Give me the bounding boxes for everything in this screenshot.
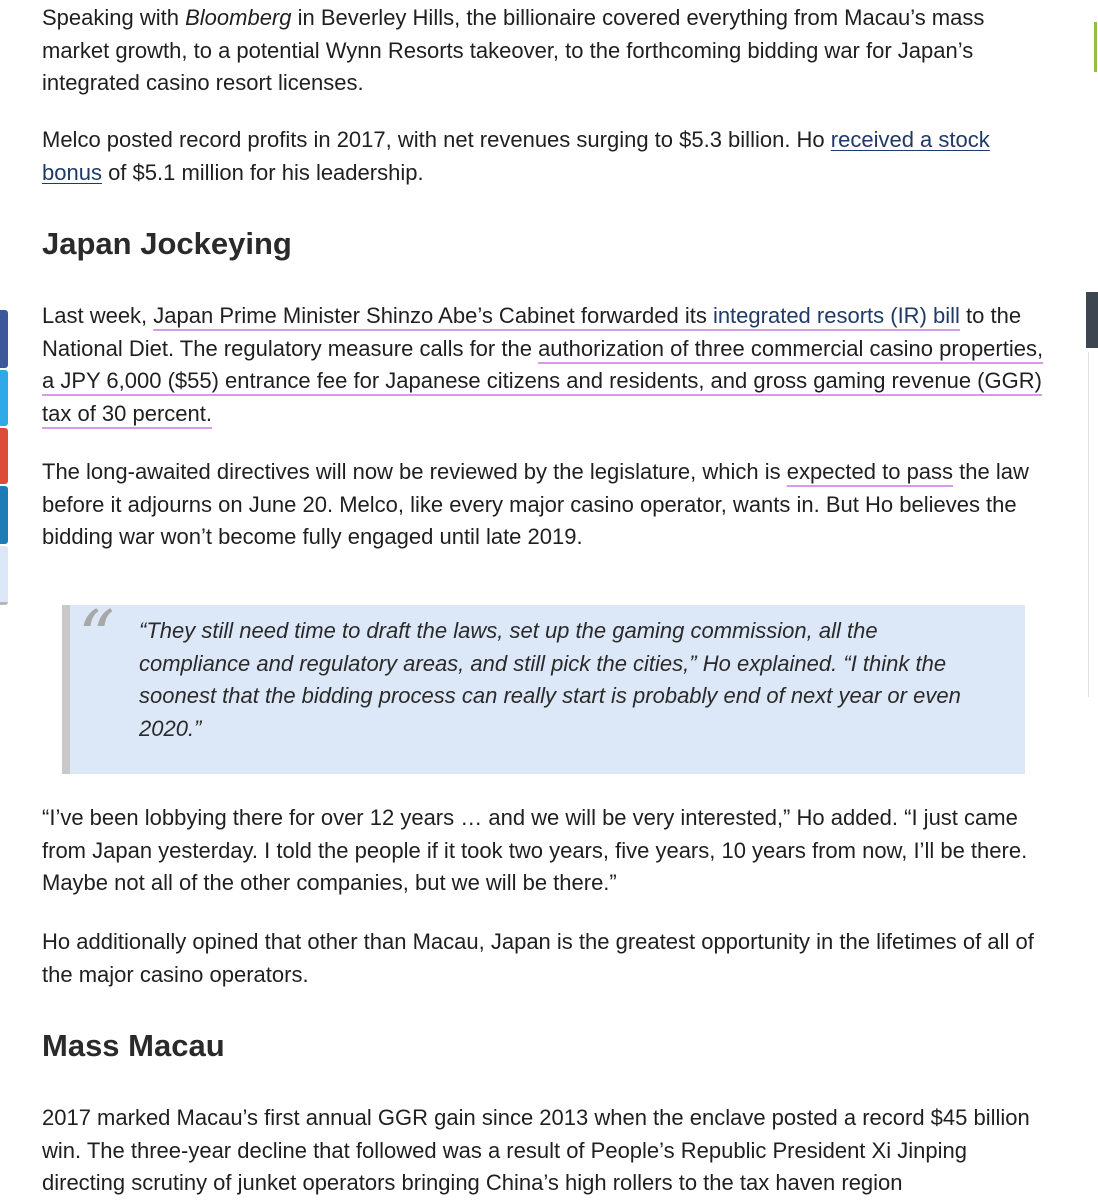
p2-text-a: Melco posted record profits in 2017, with net revenues surging to $5.3 billion. Ho [42, 127, 831, 152]
p1-text-a: Speaking with [42, 5, 186, 30]
heading-mass-macau: Mass Macau [42, 1028, 225, 1063]
stock-bonus-link[interactable]: received a stock bonus [42, 127, 990, 185]
highlight-expected-to-pass: expected to pass [786, 459, 954, 484]
ir-bill-link[interactable]: integrated resorts (IR) bill [712, 303, 960, 328]
p3-highlight-1: Japan Prime Minister Shinzo Abe’s Cabinet forwarded its [153, 303, 713, 328]
share-facebook-button[interactable] [0, 310, 8, 368]
blockquote-ho [62, 595, 1025, 774]
quote-text: “They still need time to draft the laws, set up the gaming commission, all the compliance and regulatory areas, and still pick the cities,” Ho explained. “I think the soonest that the bidding process can really start is probably end of next year or even 2020.” [139, 618, 961, 741]
bloomberg-emphasis: Bloomberg [185, 5, 292, 30]
p2-text-b: of $5.1 million for his leadership. [101, 159, 424, 185]
p3-text-a: Last week, [42, 303, 154, 328]
share-linkedin-button[interactable] [0, 486, 8, 544]
p3-text-b: to the National Diet. The regulatory measure calls for the [42, 303, 1022, 361]
sidebar-accent-green [1094, 22, 1097, 72]
paragraph-lobbying-quote: “I’ve been lobbying there for over 12 years … and we will be very interested,” Ho added. “I just came from Japan yesterday. I told the people if it took two years, five years, 10 years from now, I’ll be there. Maybe not all of the other companies, but we will be there.” [42, 805, 1028, 895]
share-more-button[interactable] [0, 546, 8, 605]
heading-japan-jockeying: Japan Jockeying [42, 226, 292, 261]
highlight-cabinet [153, 303, 960, 328]
paragraph-macau-ggr: 2017 marked Macau’s first annual GGR gain since 2013 when the enclave posted a record $45 billion win. The three-year decline that followed was a result of People’s Republic President Xi Jinping directing scrutiny of junket operators bringing China’s high rollers to the tax haven region [42, 1105, 1030, 1195]
sidebar-panel-edge [1088, 352, 1098, 697]
quote-mark-icon: “ [78, 595, 115, 679]
p4-text-b: the law before it adjourns on June 20. Melco, like every major casino operator, wants in. But Ho believes the bidding war won’t become fully engaged until late 2019. [42, 459, 1029, 549]
paragraph-legislature [42, 456, 1052, 554]
sidebar-block-dark[interactable] [1086, 292, 1098, 348]
share-google-plus-button[interactable] [0, 428, 8, 484]
paragraph-ir-bill [42, 300, 1052, 430]
paragraph-greatest-opportunity: Ho additionally opined that other than Macau, Japan is the greatest opportunity in the lifetimes of all of the major casino operators. [42, 929, 1034, 987]
paragraph-melco-profits [42, 124, 1052, 189]
paragraph-bloomberg-interview [42, 2, 1052, 100]
share-twitter-button[interactable] [0, 370, 8, 426]
p4-text-a: The long-awaited directives will now be reviewed by the legislature, which is [42, 459, 787, 484]
highlight-authorization: authorization of three commercial casino properties, a JPY 6,000 ($55) entrance fee for Japanese citizens and residents, and gross gaming revenue (GGR) tax of 30 percent. [42, 335, 1044, 426]
p1-text-b: in Beverley Hills, the billionaire covered everything from Macau’s mass market growth, to a potential Wynn Resorts takeover, to the forthcoming bidding war for Japan’s integrated casino resort licenses. [42, 5, 985, 95]
